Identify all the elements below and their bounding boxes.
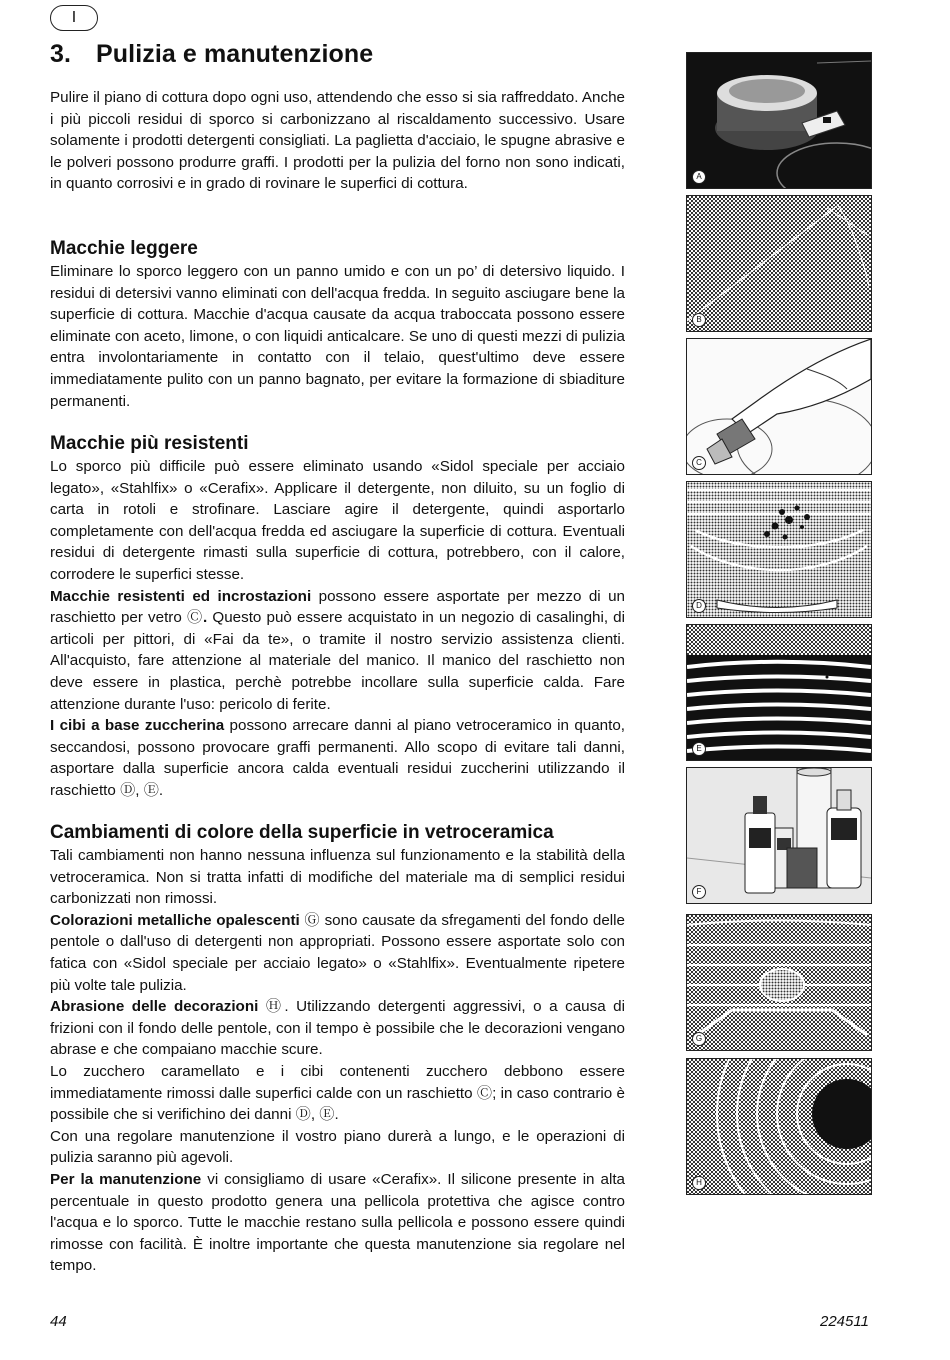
metallic-paragraph: Colorazioni metalliche opalescenti Ⓖ sono causate da sfregamenti del fondo delle pentole o dall'uso di detergenti non appropriati. Possono essere asportate solo con fatica con «Sidol speciale per acciaio legato» o «Stahlfix». Eventualmente ripetere più volte tale pulizia. [50,911,625,994]
light-stains-heading: Macchie leggere [50,238,198,259]
figure-a-pot-on-hob [686,52,872,189]
figure-label: G [692,1032,706,1046]
maintenance-duration-paragraph: Con una regolare manutenzione il vostro piano durerà a lungo, e le operazioni di pulizia saranno più agevoli. [50,1127,625,1167]
language-badge: I [50,5,98,31]
section-color-changes [50,821,625,1277]
figure-label: E [692,742,706,756]
figure-e-sugar-damage [686,624,872,761]
figure-c-scraper-use [686,338,872,475]
abrasion-lead: Abrasione delle decorazioni [50,998,259,1016]
figure-d-burnt-residue [686,481,872,618]
caramel-paragraph: Lo zucchero caramellato e i cibi contenenti zucchero debbono essere immediatamente rimossi dalle superfici calde con un raschietto Ⓒ; in caso contrario è possibile che si verifichino dei danni Ⓓ, Ⓔ. [50,1062,625,1124]
abrasion-paragraph: Abrasione delle decorazioni Ⓗ. Utilizzando detergenti aggressivi, o a causa di frizioni con il fondo delle pentole, con il tempo è possibile che le decorazioni vengano abrase e che compaiano macchie scure. [50,998,625,1059]
figure-label: B [692,313,706,327]
section-stubborn-stains [50,432,625,802]
section-light-stains [50,237,625,412]
stubborn-stains-heading: Macchie più resistenti [50,433,249,454]
sugar-paragraph: I cibi a base zuccherina possono arrecare danni al piano vetroceramico in quanto, seccandosi, possono provocare graffi permanenti. Allo scopo di evitare tali danni, asportare dalla superficie ancora calda eventuali residui zuccherini utilizzando il raschietto Ⓓ, Ⓔ. [50,717,625,799]
sugar-lead: I cibi a base zuccherina [50,717,225,735]
figure-f-cleaning-products [686,767,872,904]
figure-label: H [692,1176,706,1190]
page-title [50,40,373,69]
figure-b-scratched-surface [686,195,872,332]
figure-label: F [692,885,706,899]
section-title: Pulizia e manutenzione [96,40,374,68]
stubborn-stains-paragraph: Lo sporco più difficile può essere eliminato usando «Sidol speciale per acciaio legato», «Stahlfix» o «Cerafix». Applicare il detergente, non diluito, su un foglio di carta in rotoli e strofinare. Lasciare agire il detergente, quindi asportarlo completamente con dell'acqua fredda ed asciugare la superficie di cottura. Eventuali residui di detergente rimasti sulla superficie di cottura, potrebbero, con il calore, corrodere le superfici stesse. [50,458,625,583]
figure-g-metallic-discoloration [686,914,872,1051]
page-number: 44 [50,1313,67,1330]
intro-block [50,87,625,195]
color-changes-heading: Cambiamenti di colore della superficie in vetroceramica [50,822,554,843]
section-number: 3. [50,40,72,68]
figure-label: D [692,599,706,613]
maintenance-paragraph: Per la manutenzione vi consigliamo di usare «Cerafix». Il silicone presente in alta percentuale in questo prodotto genera una pellicola protettiva che agisce contro l'acqua e lo sporco. Tutte le macchie restano sulla pellicola e possono essere quindi rimosse con facilità. È inoltre importante che questa manutenzione sia regolare nel tempo. [50,1170,625,1275]
document-code: 224511 [820,1313,869,1330]
intro-paragraph: Pulire il piano di cottura dopo ogni uso, attendendo che esso si sia raffreddato. Anche i più piccoli residui di sporco si carbonizzano al riscaldamento successivo. Usare solamente i prodotti detergenti consigliati. La paglietta d'acciaio, le spugne abrasive e le polveri possono produrre graffi. I prodotti per la pulizia del forno non sono indicati, in quanto corrosivi e in grado di rovinare le superfici di cottura. [50,89,625,193]
light-stains-paragraph: Eliminare lo sporco leggero con un panno umido e con un po’ di detersivo liquido. I residui di detersivi vanno eliminati con dell'acqua fredda. In seguito asciugare bene la superficie di cottura. Macchie d'acqua causate da acqua traboccata possono essere eliminate con aceto, limone, o con liquidi anticalcare. Se uno di questi mezzi di pulizia entra involontariamente in contatto con il telaio, quest'ultimo deve essere immediatamente pulito con un panno bagnato, per evitare la formazione di sbiaditure permanenti. [50,263,625,410]
color-changes-paragraph: Tali cambiamenti non hanno nessuna influenza sul funzionamento e la stabilità della vetroceramica. Non si tratta infatti di modifiche del materiale ma di semplici residui carbonizzati non rimossi. [50,847,625,908]
encrustations-paragraph: Macchie resistenti ed incrostazioni possono essere asportate per mezzo di un raschietto per vetro Ⓒ. Questo può essere acquistato in un negozio di casalinghi, di articoli per pittori, di «Fai da te», o tramite il nostro servizio assistenza clienti. All'acquisto, fare attenzione al materiale del manico. Il manico del raschietto non deve essere in plastica, perchè potrebbe incollare sulla superficie calda. Fare attenzione durante l'uso: pericolo di ferite. [50,587,626,713]
figure-label: A [692,170,706,184]
maintenance-lead: Per la manutenzione [50,1170,202,1188]
figure-label: C [692,456,706,470]
figure-h-decoration-abrasion [686,1058,872,1195]
encrustations-lead: Macchie resistenti ed incrostazioni [50,587,312,605]
metallic-lead: Colorazioni metalliche opalescenti [50,911,300,929]
